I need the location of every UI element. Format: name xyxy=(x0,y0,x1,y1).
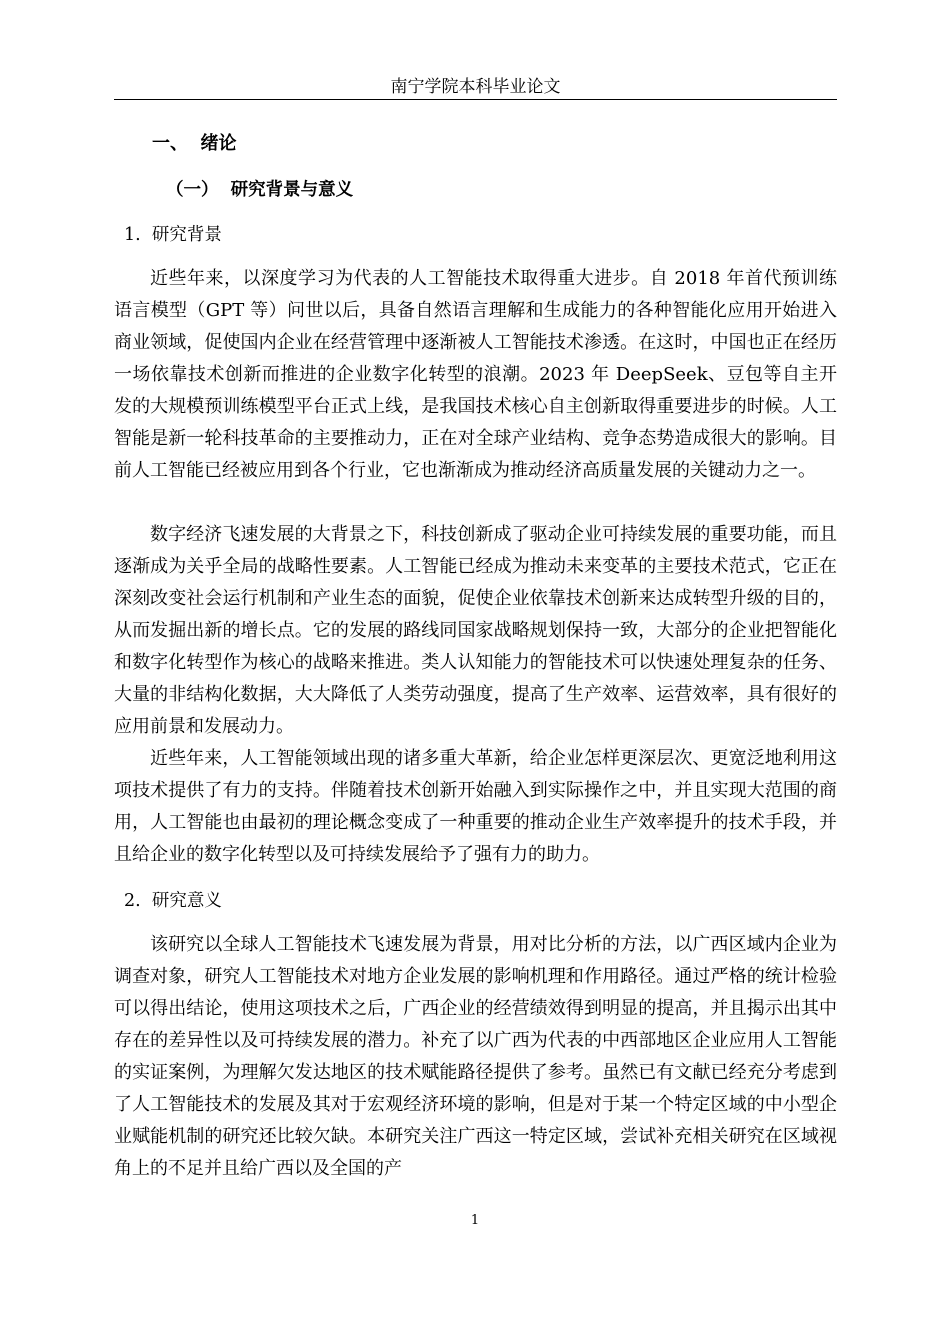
paragraph-background-1: 近些年来，以深度学习为代表的人工智能技术取得重大进步。自 2018 年首代预训练语言模型（GPT 等）问世以后，具备自然语言理解和生成能力的各种智能化应用开始进入商业领域，促使国内企业在经营管理中逐渐被人工智能技术渗透。在这时，中国也正在经历一场依靠技术创新而推进的企业数字化转型的浪潮。2023 年 DeepSeek、豆包等自主开发的大规模预训练模型平台正式上线，是我国技术核心自主创新取得重要进步的时候。人工智能是新一轮科技革命的主要推动力，正在对全球产业结构、竞争态势造成很大的影响。目前人工智能已经被应用到各个行业，它也渐渐成为推动经济高质量发展的关键动力之一。 xyxy=(114,268,837,481)
page-number: 1 xyxy=(470,1213,480,1228)
header-rule xyxy=(114,99,837,100)
subsection-title: （一） 研究背景与意义 xyxy=(166,180,354,200)
subheading-background: 1. 研究背景 xyxy=(124,225,222,245)
page-header: 南宁学院本科毕业论文 xyxy=(390,77,561,97)
paragraph-background-3: 近些年来，人工智能领域出现的诸多重大革新，给企业怎样更深层次、更宽泛地利用这项技术提供了有力的支持。伴随着技术创新开始融入到实际操作之中，并且实现大范围的商用，人工智能也由最初的理论概念变成了一种重要的推动企业生产效率提升的技术手段，并且给企业的数字化转型以及可持续发展给予了强有力的助力。 xyxy=(114,748,837,865)
paragraph-significance-1: 该研究以全球人工智能技术飞速发展为背景，用对比分析的方法，以广西区域内企业为调查对象，研究人工智能技术对地方企业发展的影响机理和作用路径。通过严格的统计检验可以得出结论，使用这项技术之后，广西企业的经营绩效得到明显的提高，并且揭示出其中存在的差异性以及可持续发展的潜力。补充了以广西为代表的中西部地区企业应用人工智能的实证案例，为理解欠发达地区的技术赋能路径提供了参考。虽然已有文献已经充分考虑到了人工智能技术的发展及其对于宏观经济环境的影响，但是对于某一个特定区域的中小型企业赋能机制的研究还比较欠缺。本研究关注广西这一特定区域，尝试补充相关研究在区域视角上的不足并且给广西以及全国的产 xyxy=(114,934,837,1179)
subheading-significance: 2. 研究意义 xyxy=(124,891,222,911)
section-title: 一、 绪论 xyxy=(152,133,237,154)
paragraph-background-2: 数字经济飞速发展的大背景之下，科技创新成了驱动企业可持续发展的重要功能，而且逐渐成为关乎全局的战略性要素。人工智能已经成为推动未来变革的主要技术范式，它正在深刻改变社会运行机制和产业生态的面貌，促使企业依靠技术创新来达成转型升级的目的，从而发掘出新的增长点。它的发展的路线同国家战略规划保持一致，大部分的企业把智能化和数字化转型作为核心的战略来推进。类人认知能力的智能技术可以快速处理复杂的任务、大量的非结构化数据，大大降低了人类劳动强度，提高了生产效率、运营效率，具有很好的应用前景和发展动力。 xyxy=(114,524,837,737)
